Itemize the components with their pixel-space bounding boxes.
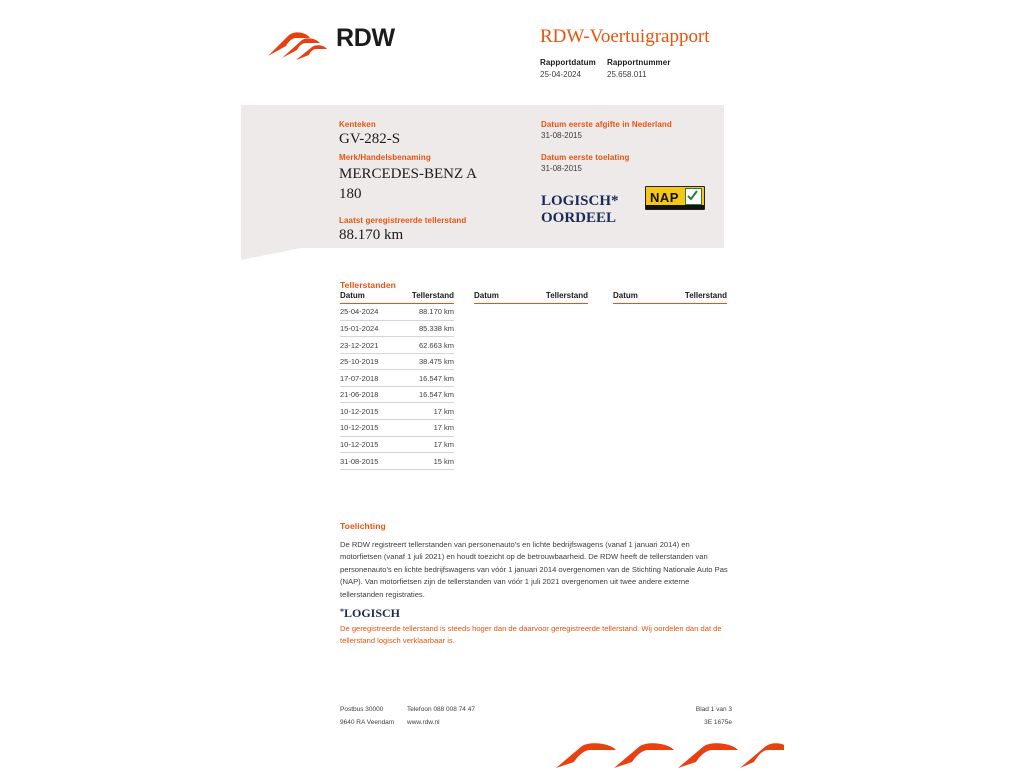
odometer-table-column-2 bbox=[474, 291, 588, 304]
report-date-block bbox=[540, 58, 596, 79]
first-issue-date-value: 31-08-2015 bbox=[541, 131, 582, 140]
kenteken-value: GV-282-S bbox=[339, 131, 401, 147]
table-row bbox=[340, 354, 454, 371]
last-odometer-value: 88.170 km bbox=[339, 227, 404, 243]
table-row bbox=[340, 337, 454, 354]
cell-tellerstand: 17 km bbox=[433, 440, 454, 450]
cell-tellerstand: 15 km bbox=[433, 456, 454, 466]
column-header-datum: Datum bbox=[613, 291, 638, 300]
footer-plaats: 9640 RA Veendam bbox=[340, 719, 395, 726]
column-header-tellerstand: Tellerstand bbox=[684, 291, 727, 300]
cell-tellerstand: 17 km bbox=[433, 423, 454, 433]
merk-value-line2: 180 bbox=[339, 186, 362, 202]
logisch-heading-text: LOGISCH bbox=[344, 606, 401, 620]
logisch-star: * bbox=[340, 607, 344, 616]
check-mark-icon bbox=[685, 188, 702, 205]
cell-datum: 25-04-2024 bbox=[340, 307, 379, 317]
cell-datum: 15-01-2024 bbox=[340, 323, 379, 333]
brand-name: RDW bbox=[336, 24, 395, 52]
verdict-line1: LOGISCH* bbox=[541, 193, 619, 209]
cell-datum: 21-06-2018 bbox=[340, 390, 379, 400]
nap-badge bbox=[645, 186, 705, 210]
footer-website[interactable]: www.rdw.nl bbox=[407, 719, 440, 726]
column-header-datum: Datum bbox=[474, 291, 499, 300]
nap-badge-text: NAP bbox=[650, 190, 679, 205]
cell-datum: 31-08-2015 bbox=[340, 456, 379, 466]
cell-datum: 10-12-2015 bbox=[340, 440, 379, 450]
cell-tellerstand: 16.547 km bbox=[418, 390, 454, 400]
first-issue-date-label: Datum eerste afgifte in Nederland bbox=[541, 120, 672, 129]
footer-code: 3E 1675e bbox=[704, 719, 732, 726]
page-title: RDW-Voertuigrapport bbox=[540, 26, 710, 47]
odometer-table bbox=[340, 291, 454, 470]
odometer-table-header bbox=[340, 291, 454, 304]
vehicle-summary-panel bbox=[241, 105, 724, 248]
cell-datum: 23-12-2021 bbox=[340, 340, 379, 350]
footer-page-number: Blad 1 van 3 bbox=[695, 706, 732, 713]
last-odometer-label: Laatst geregistreerde tellerstand bbox=[339, 216, 467, 225]
cell-datum: 25-10-2019 bbox=[340, 357, 379, 367]
table-row bbox=[340, 304, 454, 321]
column-header-datum: Datum bbox=[340, 291, 365, 300]
explanation-body: De RDW registreert tellerstanden van personenauto's en lichte bedrijfswagens (vanaf 1 januari 2014) en motorfietsen (vanaf 1 juli 2021) en houdt toezicht op de betrouwbaarheid. De RDW heeft de tellerstanden van personenauto's en lichte bedrijfswagens van vóór 1 januari 2014 overgenomen van de Stichting Nationale Auto Pas (NAP). Van motorfietsen zijn de tellerstanden van vóór 1 juli 2021 overgenomen uit twee andere externe tellerstanden registraties. bbox=[340, 540, 728, 599]
logisch-heading bbox=[340, 606, 400, 621]
report-number-block bbox=[607, 58, 671, 79]
footer-postbus: Postbus 30000 bbox=[340, 706, 384, 713]
odometer-table-column-3 bbox=[613, 291, 727, 304]
column-header-tellerstand: Tellerstand bbox=[411, 291, 454, 300]
odometer-table-header-3 bbox=[613, 291, 727, 304]
verdict-block bbox=[541, 193, 619, 227]
kenteken-label: Kenteken bbox=[339, 120, 376, 129]
report-number-label: Rapportnummer bbox=[607, 58, 671, 67]
merk-label: Merk/Handelsbenaming bbox=[339, 153, 431, 162]
cell-datum: 10-12-2015 bbox=[340, 406, 379, 416]
first-admission-date-label: Datum eerste toelating bbox=[541, 153, 630, 162]
odometer-table-header-2 bbox=[474, 291, 588, 304]
table-row bbox=[340, 387, 454, 404]
cell-tellerstand: 16.547 km bbox=[418, 373, 454, 383]
first-admission-date-value: 31-08-2015 bbox=[541, 164, 582, 173]
table-row bbox=[340, 370, 454, 387]
rdw-swoosh-logo-icon bbox=[266, 30, 328, 62]
footer-address bbox=[340, 703, 394, 729]
rdw-logo bbox=[266, 22, 506, 72]
cell-tellerstand: 85.338 km bbox=[418, 323, 454, 333]
cell-tellerstand: 17 km bbox=[433, 406, 454, 416]
cell-tellerstand: 62.663 km bbox=[418, 340, 454, 350]
verdict-line2: OORDEEL bbox=[541, 210, 617, 226]
cell-tellerstand: 38.475 km bbox=[418, 357, 454, 367]
table-row bbox=[340, 437, 454, 454]
footer-telefoon: Telefoon 088 008 74 47 bbox=[407, 706, 475, 713]
report-date-label: Rapportdatum bbox=[540, 58, 596, 67]
report-date-value: 25-04-2024 bbox=[540, 70, 581, 79]
table-row bbox=[340, 453, 454, 470]
merk-value-line1: MERCEDES-BENZ A bbox=[339, 166, 477, 182]
explanation-section-title: Toelichting bbox=[340, 521, 386, 531]
panel-corner-notch bbox=[241, 248, 301, 260]
footer-page-info bbox=[692, 703, 732, 729]
odometer-section-title: Tellerstanden bbox=[340, 280, 396, 290]
cell-datum: 10-12-2015 bbox=[340, 423, 379, 433]
logisch-body: De geregistreerde tellerstand is steeds hoger dan de daarvoor geregistreerde tellerstand. Wij oordelen dan dat de tellerstand logisch verklaarbaar is. bbox=[340, 624, 722, 646]
footer-contact bbox=[407, 703, 475, 729]
report-number-value: 25.658.011 bbox=[607, 70, 647, 79]
cell-datum: 17-07-2018 bbox=[340, 373, 379, 383]
table-row bbox=[340, 403, 454, 420]
nap-badge-bar bbox=[646, 205, 704, 209]
cell-tellerstand: 88.170 km bbox=[418, 307, 454, 317]
column-header-tellerstand: Tellerstand bbox=[545, 291, 588, 300]
table-row bbox=[340, 321, 454, 338]
table-row bbox=[340, 420, 454, 437]
